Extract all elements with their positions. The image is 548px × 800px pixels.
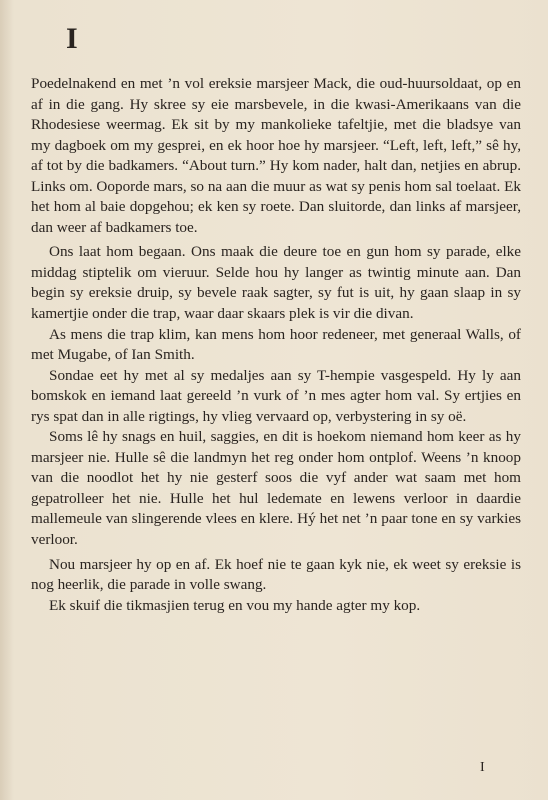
paragraph: Nou marsjeer hy op en af. Ek hoef nie te gaan kyk nie, ek weet sy ereksie is nog heerlik, die parade in volle swang. (31, 555, 521, 594)
paragraph: As mens die trap klim, kan mens hom hoor redeneer, met generaal Walls, of met Mugabe, of Ian Smith. (31, 325, 521, 364)
chapter-number: I (66, 22, 79, 55)
paragraph: Soms lê hy snags en huil, saggies, en dit is hoekom niemand hom keer as hy marsjeer nie. Hulle sê die landmyn het reg onder hom ontplof. Weens ’n knoop van die noodlot het hy nie gesterf soos die vyf ander wat saam met hom gepatrolleer het nie. Hulle het hul ledemate en lewens verloor in daardie mallemeule van slingerende vlees en klere. Hý het net ’n paar tone en sy varkies verloor. (31, 428, 521, 549)
body-text (31, 70, 521, 616)
paragraph: Ek skuif die tikmasjien terug en vou my hande agter my kop. (49, 596, 421, 614)
paragraph: Ons laat hom begaan. Ons maak die deure toe en gun hom sy parade, elke middag stiptelik om vieruur. Selde hou hy langer as twintig minute aan. Dan begin sy ereksie druip, sy bevele raak sagter, sy fut is uit, hy gaan slaap in sy kamertjie onder die trap, waar daar skaars plek is vir die divan. (31, 243, 521, 323)
page-number: I (480, 760, 485, 775)
paragraph: Poedelnakend en met ’n vol ereksie marsjeer Mack, die oud-huursoldaat, op en af in die gang. Hy skree sy eie marsbevele, in die kwasi-Amerikaans van die Rhodesiese weermag. Ek sit by my mankolieke tafeltjie, met die bladsye van my dagboek om my gesprei, en ek hoor hoe hy marsjeer. “Left, left, left,” sê hy, af tot by die badkamers. “About turn.” Hy kom nader, halt dan, netjies en abrup. Links om. Ooporde mars, so na aan die muur as wat sy penis hom sal toelaat. Ek het hom al baie dopgehou; ek ken sy roete. Dan sluitorde, dan links af marsjeer, dan weer af badkamers toe. (31, 75, 521, 236)
paragraph: Sondae eet hy met al sy medaljes aan sy T-hempie vasgespeld. Hy ly aan bomskok en iemand laat gereeld ’n vurk of ’n mes agter hom val. Sy ertjies en rys spat dan in alle rigtings, hy vlieg vervaard op, verbystering in sy oë. (31, 366, 521, 425)
